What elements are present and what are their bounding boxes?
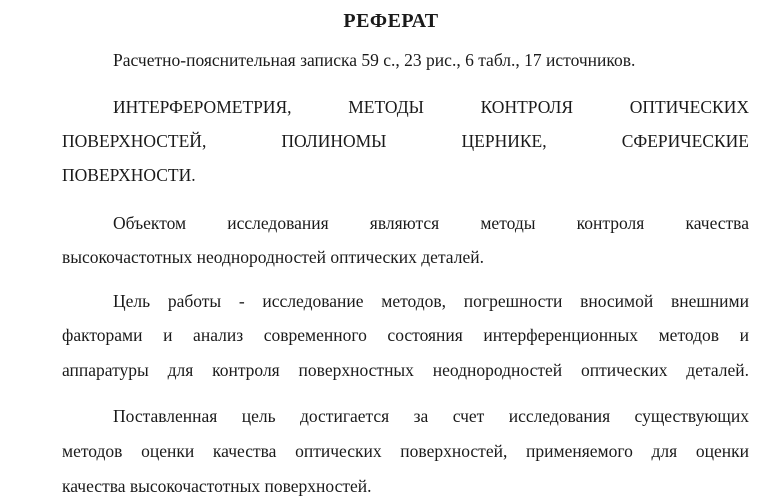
- object-line: высокочастотных неоднородностей оптических деталей.: [62, 247, 484, 267]
- achievement-line: качества высокочастотных поверхностей.: [62, 476, 372, 496]
- achievement-line: Поставленная цель достигается за счет исследования существующих: [113, 406, 749, 426]
- keywords-line: ИНТЕРФЕРОМЕТРИЯ, МЕТОДЫ КОНТРОЛЯ ОПТИЧЕСКИХ: [113, 97, 749, 117]
- goal-line: аппаратуры для контроля поверхностных неоднородностей оптических деталей.: [62, 360, 749, 380]
- keywords-line: ПОВЕРХНОСТЕЙ, ПОЛИНОМЫ ЦЕРНИКЕ, СФЕРИЧЕСКИЕ: [62, 131, 749, 151]
- keywords-line: ПОВЕРХНОСТИ.: [62, 165, 196, 185]
- goal-line: Цель работы - исследование методов, погрешности вносимой внешними: [113, 291, 749, 311]
- goal-line: факторами и анализ современного состояния интерференционных методов и: [62, 325, 749, 345]
- summary-line: Расчетно-пояснительная записка 59 с., 23 рис., 6 табл., 17 источников.: [113, 50, 636, 70]
- document-title: РЕФЕРАТ: [343, 10, 439, 32]
- object-line: Объектом исследования являются методы контроля качества: [113, 213, 749, 233]
- achievement-line: методов оценки качества оптических поверхностей, применяемого для оценки: [62, 441, 749, 461]
